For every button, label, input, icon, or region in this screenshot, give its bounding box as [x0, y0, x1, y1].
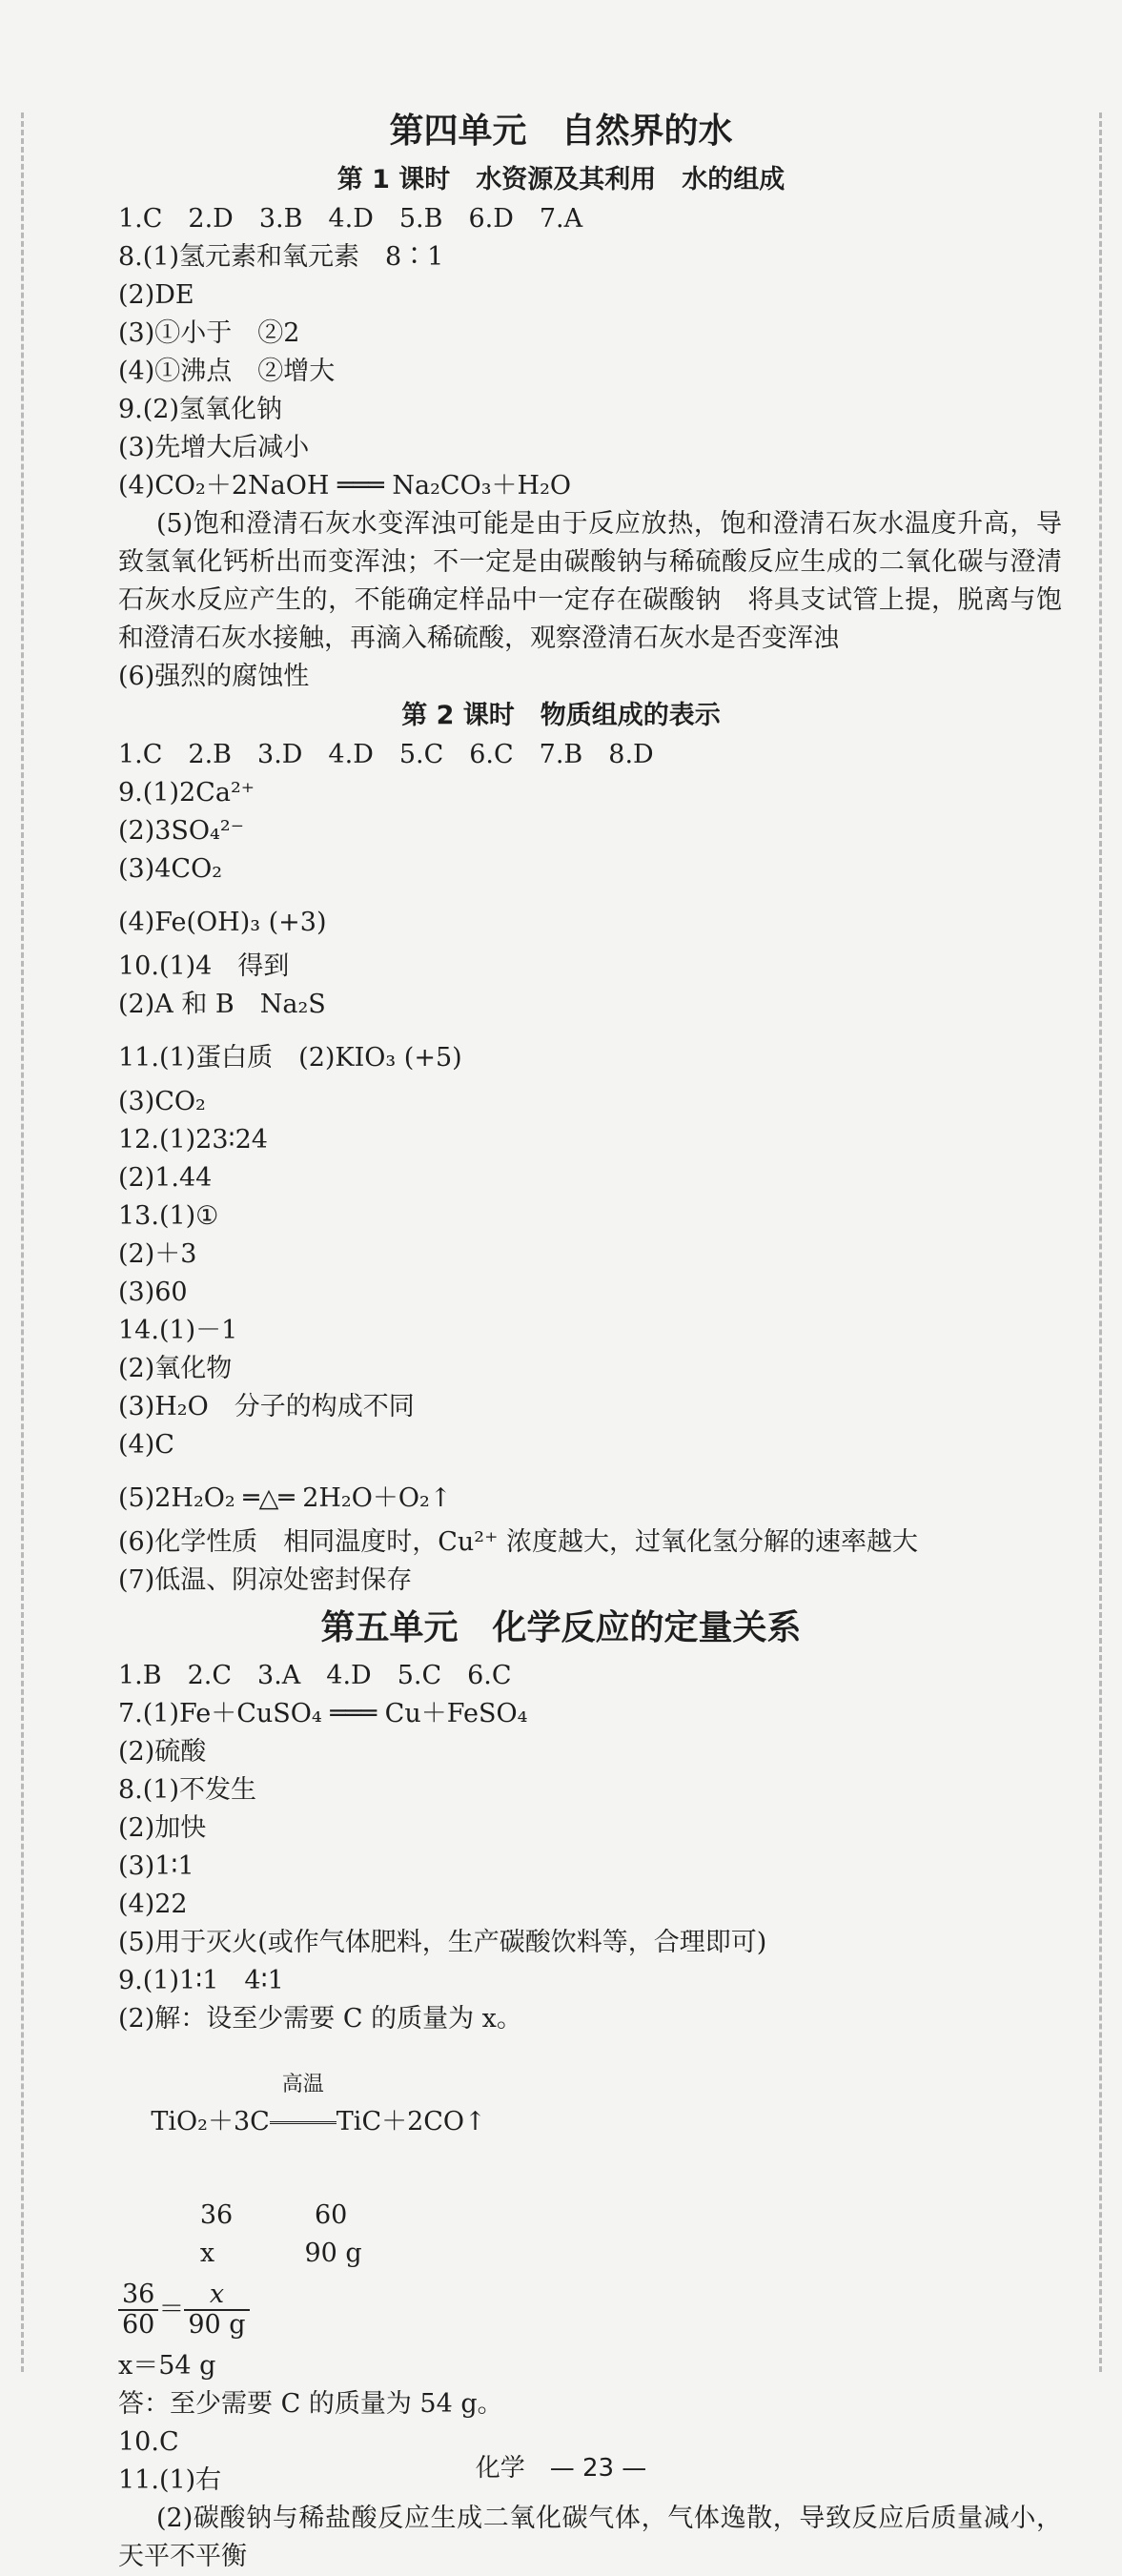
reaction-right: TiC＋2CO↑ — [336, 2107, 486, 2136]
answer-line: (4)Fe(OH)₃ (+3) — [118, 908, 327, 937]
left-dashed-margin — [21, 112, 24, 2372]
answer-line: 9.(2)氢氧化钠 — [118, 395, 283, 424]
equation-line: 7.(1)Fe＋CuSO₄ ═══ Cu＋FeSO₄ — [118, 1699, 528, 1728]
reaction-condition: 高温 — [281, 2073, 324, 2096]
fraction-right — [184, 2280, 249, 2340]
answer-line: 11.(1)蛋白质 (2)KIO₃ (+5) — [118, 1043, 462, 1073]
answer-line: 12.(1)23∶24 — [118, 1125, 268, 1155]
proportion-equation — [118, 2273, 1062, 2347]
answer-line: (2)3SO₄²⁻ — [118, 816, 244, 846]
fraction-denominator: 90 g — [188, 2310, 246, 2340]
answer-line: 1.C 2.B 3.D 4.D 5.C 6.C 7.B 8.D — [118, 740, 654, 769]
answer-line: (2)DE — [118, 280, 194, 310]
equation-line: (4)CO₂＋2NaOH ═══ Na₂CO₃＋H₂O — [118, 471, 572, 501]
unit4-title: 第四单元 自然界的水 — [389, 112, 733, 151]
equals-sign: ＝ — [158, 2295, 185, 2324]
answer-line: 8.(1)氢元素和氧元素 8∶1 — [118, 242, 444, 272]
calc-row: 36 60 — [118, 2200, 348, 2230]
answer-line: 8.(1)不发生 — [118, 1775, 257, 1805]
answer-line: (2)A 和 B Na₂S — [118, 990, 326, 1019]
answer-paragraph: (2)碳酸钠与稀盐酸反应生成二氧化碳气体，气体逸散，导致反应后质量减小，天平不平衡 — [118, 2504, 1062, 2571]
answer-line: (7)低温、阴凉处密封保存 — [118, 1565, 413, 1595]
answer-line: 9.(1)1∶1 4∶1 — [118, 1966, 284, 1995]
answer-line: 10.(1)4 得到 — [118, 951, 290, 981]
answer-line: (3)H₂O 分子的构成不同 — [118, 1392, 415, 1421]
answer-line: (4)22 — [118, 1890, 188, 1919]
answer-line: (3)CO₂ — [118, 1087, 206, 1116]
answer-line: 1.C 2.D 3.B 4.D 5.B 6.D 7.A — [118, 204, 583, 234]
answer-line: 13.(1)① — [118, 1201, 219, 1231]
fraction-numerator: 36 — [118, 2280, 158, 2311]
equation-line: (5)2H₂O₂ ═△═ 2H₂O＋O₂↑ — [118, 1483, 452, 1513]
right-dashed-margin — [1099, 112, 1102, 2372]
answer-line: (5)用于灭火(或作气体肥料，生产碳酸饮料等，合理即可) — [118, 1928, 767, 1957]
answer-line: 9.(1)2Ca²⁺ — [118, 778, 255, 808]
answer-line: 14.(1)－1 — [118, 1316, 238, 1345]
reaction-arrow — [270, 2073, 337, 2147]
answer-line: (2)硫酸 — [118, 1737, 207, 1767]
answer-line: (2)加快 — [118, 1813, 207, 1843]
unit5-lines-a — [118, 1657, 1062, 2038]
calc-result: x＝54 g — [118, 2351, 216, 2381]
answer-line: (6)化学性质 相同温度时，Cu²⁺ 浓度越大，过氧化氢分解的速率越大 — [118, 1527, 918, 1557]
answer-line: (3)先增大后减小 — [118, 433, 310, 462]
answer-line: (3)①小于 ②2 — [118, 318, 300, 348]
answer-line: (2)＋3 — [118, 1239, 197, 1269]
page-footer: 化学 — 23 — — [475, 2454, 647, 2483]
lesson2-lines — [118, 736, 1062, 1600]
answer-line: (6)强烈的腐蚀性 — [118, 662, 310, 691]
answer-line: (3)60 — [118, 1278, 188, 1307]
answer-line: 1.B 2.C 3.A 4.D 5.C 6.C — [118, 1661, 512, 1690]
answer-line: 11.(1)右 — [118, 2465, 222, 2495]
unit4-lesson2-title: 第 2 课时 物质组成的表示 — [401, 701, 721, 730]
answer-paragraph: (5)饱和澄清石灰水变浑浊可能是由于反应放热，饱和澄清石灰水温度升高，导致氢氧化钙析出而变浑浊；不一定是由碳酸钠与稀硫酸反应生成的二氧化碳与澄清石灰水反应产生的，不能确定样品中一定存在碳酸钠 将具支试管上提，脱离与饱和澄清石灰水接触，再滴入稀硫酸，观察澄清石灰水是否变浑浊 — [118, 509, 1062, 653]
calc-answer: 答：至少需要 C 的质量为 54 g。 — [118, 2389, 503, 2419]
answer-line: (2)氧化物 — [118, 1354, 233, 1383]
reaction-equation — [118, 2038, 1062, 2197]
reaction-left: TiO₂＋3C — [151, 2107, 270, 2136]
answer-line: (2)解：设至少需要 C 的质量为 x。 — [118, 2004, 522, 2034]
fraction-denominator: 60 — [122, 2310, 155, 2340]
answer-line: (2)1.44 — [118, 1163, 213, 1193]
fraction-left — [118, 2280, 158, 2340]
answer-line: 10.C — [118, 2427, 179, 2457]
answer-line: (4)①沸点 ②增大 — [118, 357, 336, 386]
answer-line: (4)C — [118, 1430, 174, 1460]
unit5-title: 第五单元 化学反应的定量关系 — [320, 1608, 802, 1647]
fraction-numerator: x — [184, 2280, 249, 2311]
lesson1-lines — [118, 200, 1062, 505]
answer-content — [118, 103, 1062, 2576]
answer-line: (3)4CO₂ — [118, 854, 223, 884]
answer-line: (3)1∶1 — [118, 1851, 194, 1881]
unit4-lesson1-title: 第 1 课时 水资源及其利用 水的组成 — [337, 165, 785, 194]
calc-row: x 90 g — [118, 2239, 362, 2268]
